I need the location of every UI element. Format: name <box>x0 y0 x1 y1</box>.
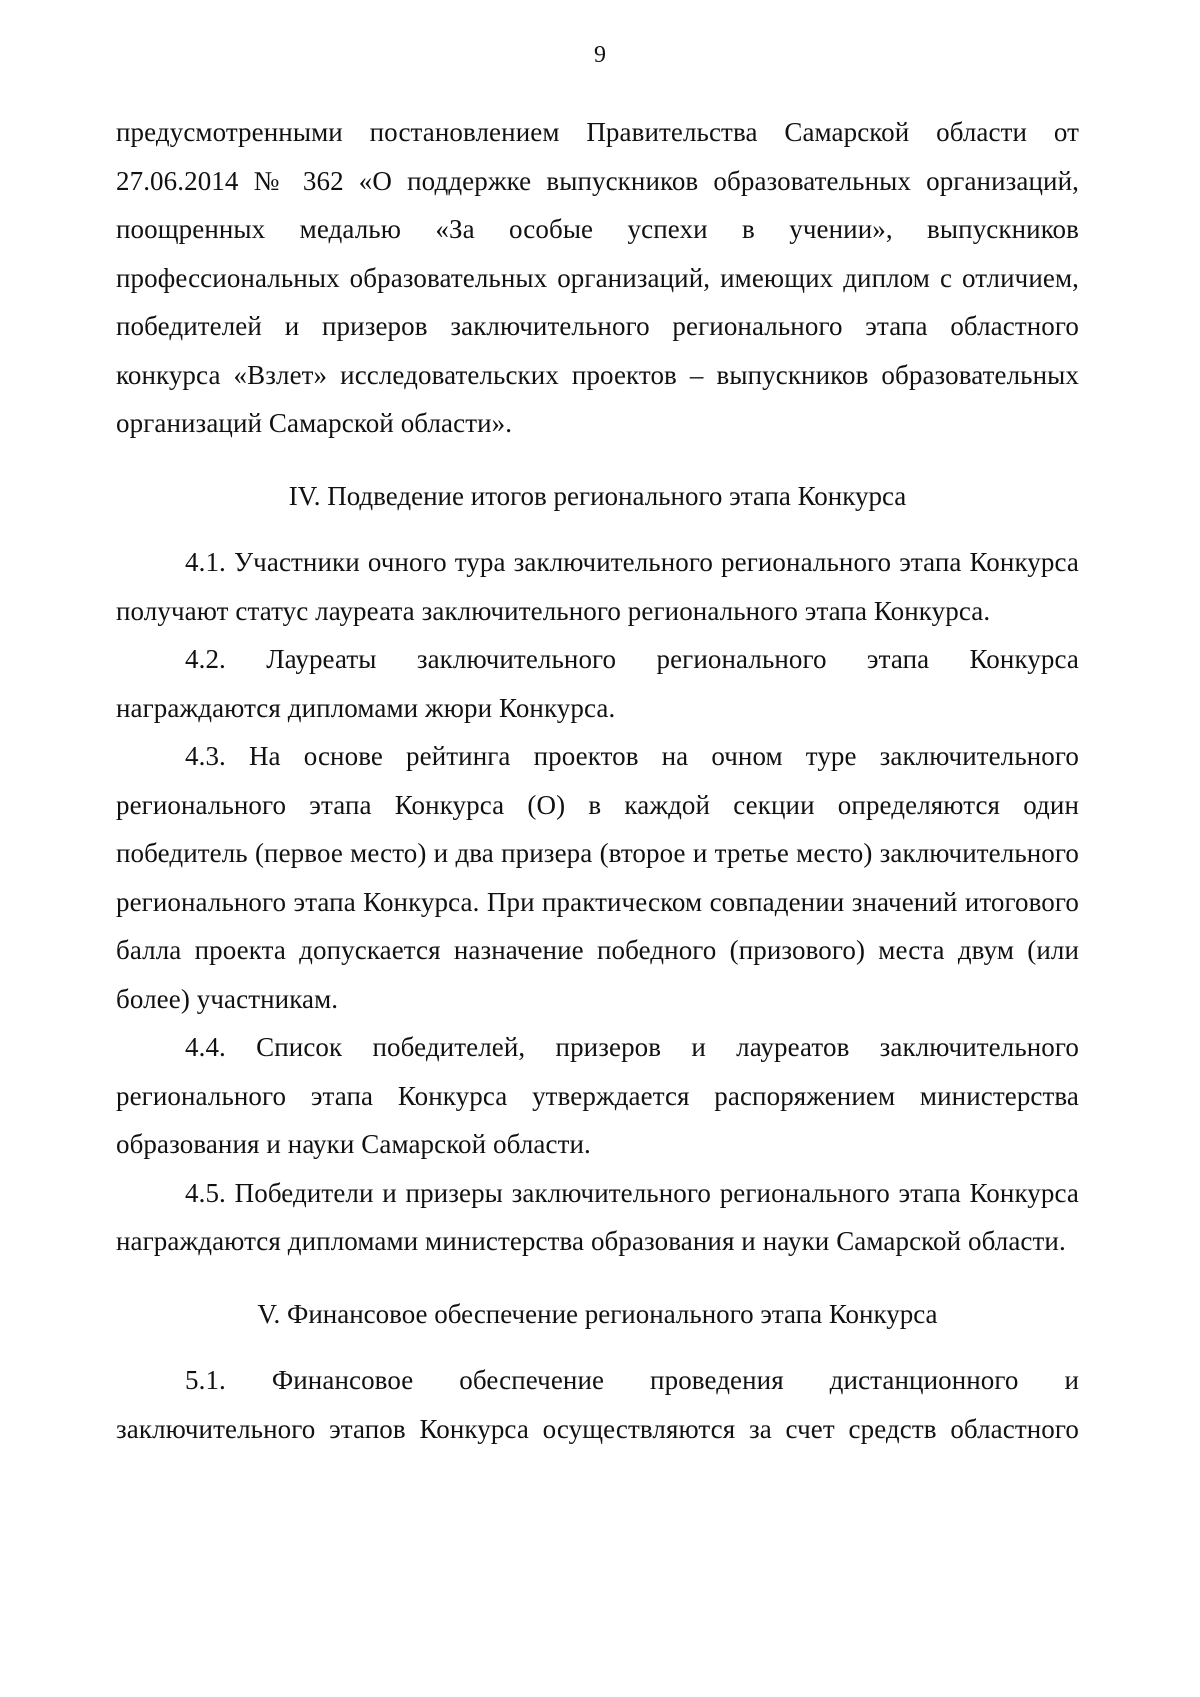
page-number: 9 <box>594 42 606 68</box>
clause-4-3: 4.3. На основе рейтинга проектов на очном туре заключительного регионального этапа Конкурса (О) в каждой секции определяются один победитель (первое место) и два призера (второе и третье место) заключительного регионального этапа Конкурса. При практическом совпадении значений итогового балла проекта допускается назначение победного (призового) места двум (или более) участникам. <box>116 741 1079 1014</box>
clause-4-5: 4.5. Победители и призеры заключительного регионального этапа Конкурса награждаются дипломами министерства образования и науки Самарской области. <box>116 1177 1079 1256</box>
clause-4-4: 4.4. Список победителей, призеров и лауреатов заключительного регионального этапа Конкурса утверждается распоряжением министерства образования и науки Самарской области. <box>116 1032 1079 1159</box>
clause-4-1: 4.1. Участники очного тура заключительного регионального этапа Конкурса получают статус лауреата заключительного регионального этапа Конкурса. <box>116 547 1079 626</box>
section-4-heading: IV. Подведение итогов регионального этапа Конкурса <box>288 480 907 511</box>
spacer <box>116 1266 1079 1290</box>
clause-5-1: 5.1. Финансовое обеспечение проведения дистанционного и заключительного этапов Конкурса осуществляются за счет средств областного <box>116 1365 1079 1444</box>
intro-paragraph: предусмотренными постановлением Правительства Самарской области от 27.06.2014 № 362 «О поддержке выпускников образовательных организаций, поощренных медалью «За особые успехи в учении», выпускников профессиональных образовательных организаций, имеющих диплом с отличием, победителей и призеров заключительного регионального этапа областного конкурса «Взлет» исследовательских проектов – выпускников образовательных организаций Самарской области». <box>116 117 1079 438</box>
spacer <box>116 448 1079 472</box>
spacer <box>116 1338 1079 1356</box>
clause-4-2: 4.2. Лауреаты заключительного регионального этапа Конкурса награждаются дипломами жюри Конкурса. <box>116 644 1079 723</box>
spacer <box>116 520 1079 538</box>
page-content <box>116 108 1079 1453</box>
section-5-heading: V. Финансовое обеспечение регионального этапа Конкурса <box>257 1298 938 1329</box>
